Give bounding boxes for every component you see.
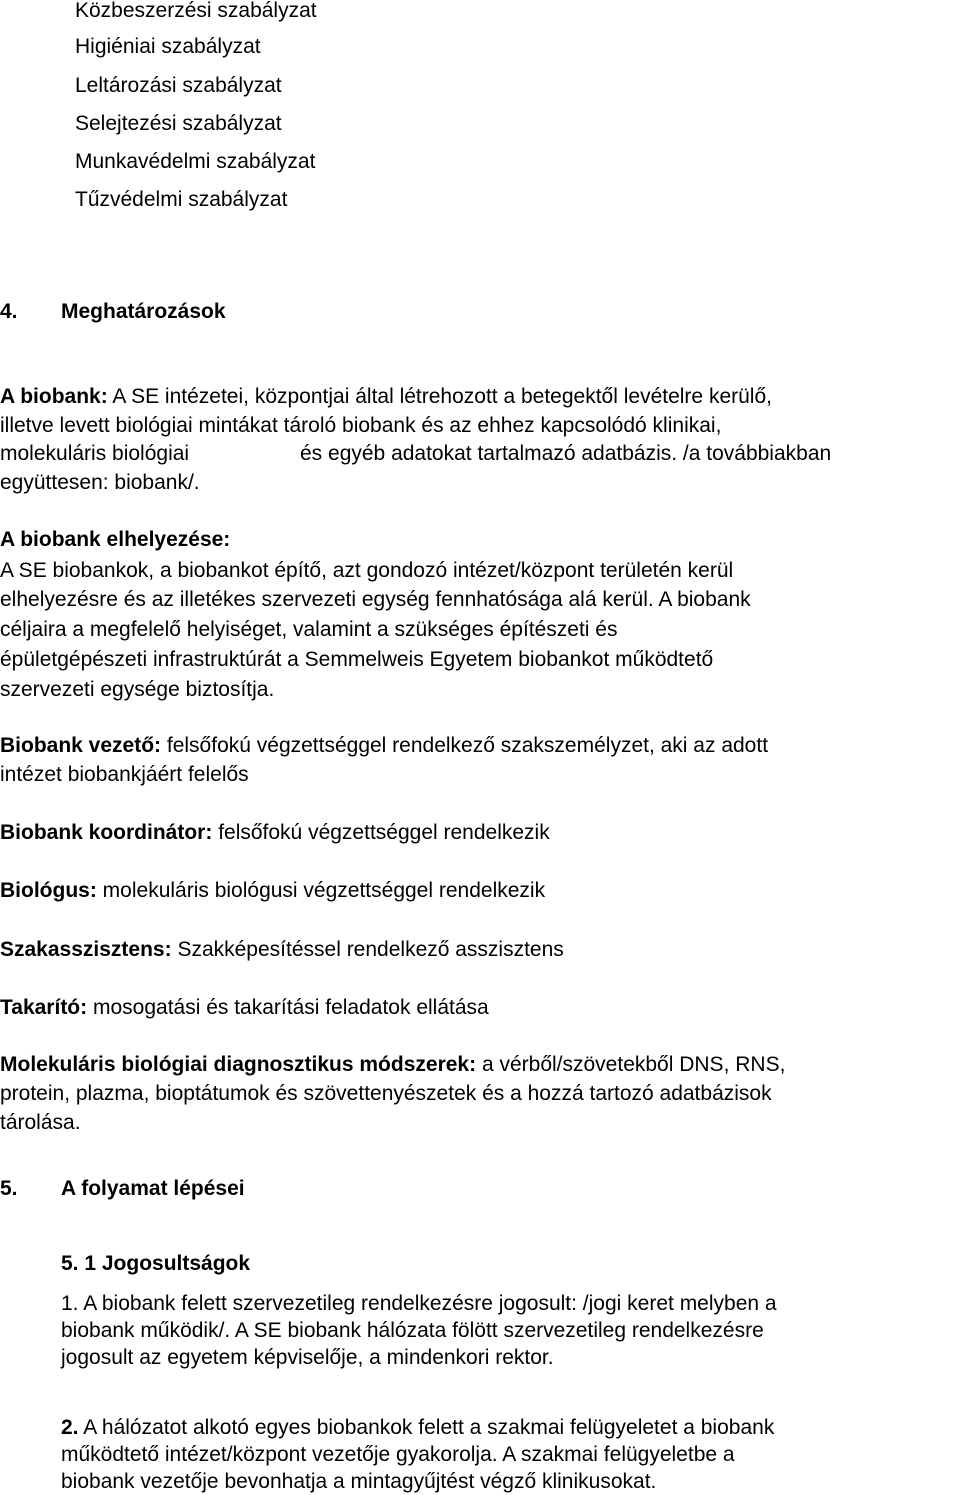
coordinator-term: Biobank koordinátor:	[0, 821, 213, 844]
item-2-line-2: működtető intézet/központ vezetője gyakorolja. A szakmai felügyeletbe a	[61, 1443, 735, 1466]
biobank-definition-line-4: együttesen: biobank/.	[0, 471, 200, 494]
coordinator-definition: Biobank koordinátor: felsőfokú végzettséggel rendelkezik	[0, 821, 550, 844]
biobank-definition-line-3b: és egyéb adatokat tartalmazó adatbázis. /a továbbiakban	[300, 442, 832, 465]
section-5-title: A folyamat lépései	[61, 1177, 245, 1200]
section-4-title: Meghatározások	[61, 300, 226, 323]
biobank-definition-line-3a: molekuláris biológiai	[0, 442, 190, 465]
biologist-definition: Biológus: molekuláris biológusi végzettséggel rendelkezik	[0, 879, 546, 902]
biobank-definition-line-1: A biobank: A SE intézetei, központjai által létrehozott a betegektől levételre kerülő,	[0, 385, 772, 408]
leader-definition-line-1: Biobank vezető: felsőfokú végzettséggel rendelkező szakszemélyzet, aki az adott	[0, 734, 769, 757]
list-item: Munkavédelmi szabályzat	[75, 150, 316, 173]
item-1-line-1: 1. A biobank felett szervezetileg rendelkezésre jogosult: /jogi keret melyben a	[61, 1292, 777, 1315]
methods-definition-line-2: protein, plazma, bioptátumok és szövettenyészetek és a hozzá tartozó adatbázisok	[0, 1082, 772, 1105]
methods-definition-line-1: Molekuláris biológiai diagnosztikus módszerek: a vérből/szövetekből DNS, RNS,	[0, 1053, 786, 1076]
item-1-line-3: jogosult az egyetem képviselője, a mindenkori rektor.	[61, 1346, 554, 1369]
list-item: Leltározási szabályzat	[75, 74, 282, 97]
placement-line-4: épületgépészeti infrastruktúrát a Semmelweis Egyetem biobankot működtető	[0, 648, 714, 671]
biobank-term: A biobank:	[0, 385, 108, 408]
list-item: Selejtezési szabályzat	[75, 112, 282, 135]
placement-line-3: céljaira a megfelelő helyiséget, valamint a szükséges építészeti és	[0, 618, 618, 641]
methods-term: Molekuláris biológiai diagnosztikus módszerek:	[0, 1053, 477, 1076]
section-4-number: 4.	[0, 300, 18, 323]
subsection-title: 5. 1 Jogosultságok	[61, 1252, 251, 1275]
cleaner-definition: Takarító: mosogatási és takarítási feladatok ellátása	[0, 996, 489, 1019]
biologist-term: Biológus:	[0, 879, 97, 902]
leader-definition-line-2: intézet biobankjáért felelős	[0, 763, 249, 786]
assistant-definition: Szakasszisztens: Szakképesítéssel rendelkező asszisztens	[0, 938, 564, 961]
list-item: Közbeszerzési szabályzat	[75, 0, 317, 22]
item-2-line-1: 2. A hálózatot alkotó egyes biobankok felett a szakmai felügyeletet a biobank	[61, 1416, 775, 1439]
item-1-line-2: biobank működik/. A SE biobank hálózata fölött szervezetileg rendelkezésre	[61, 1319, 764, 1342]
leader-term: Biobank vezető:	[0, 734, 162, 757]
item-2-line-3: biobank vezetője bevonhatja a mintagyűjtést végző klinikusokat.	[61, 1470, 657, 1493]
list-item: Higiéniai szabályzat	[75, 35, 261, 58]
list-item: Tűzvédelmi szabályzat	[75, 188, 288, 211]
placement-line-2: elhelyezésre és az illetékes szervezeti egység fennhatósága alá kerül. A biobank	[0, 588, 751, 611]
placement-line-1: A SE biobankok, a biobankot építő, azt gondozó intézet/központ területén kerül	[0, 559, 734, 582]
section-5-number: 5.	[0, 1177, 18, 1200]
biobank-definition-line-2: illetve levett biológiai mintákat tároló biobank és az ehhez kapcsolódó klinikai,	[0, 414, 722, 437]
item-2-number: 2.	[61, 1416, 79, 1439]
methods-definition-line-3: tárolása.	[0, 1111, 81, 1134]
cleaner-term: Takarító:	[0, 996, 88, 1019]
placement-line-5: szervezeti egysége biztosítja.	[0, 678, 275, 701]
assistant-term: Szakasszisztens:	[0, 938, 172, 961]
placement-heading: A biobank elhelyezése:	[0, 528, 231, 551]
